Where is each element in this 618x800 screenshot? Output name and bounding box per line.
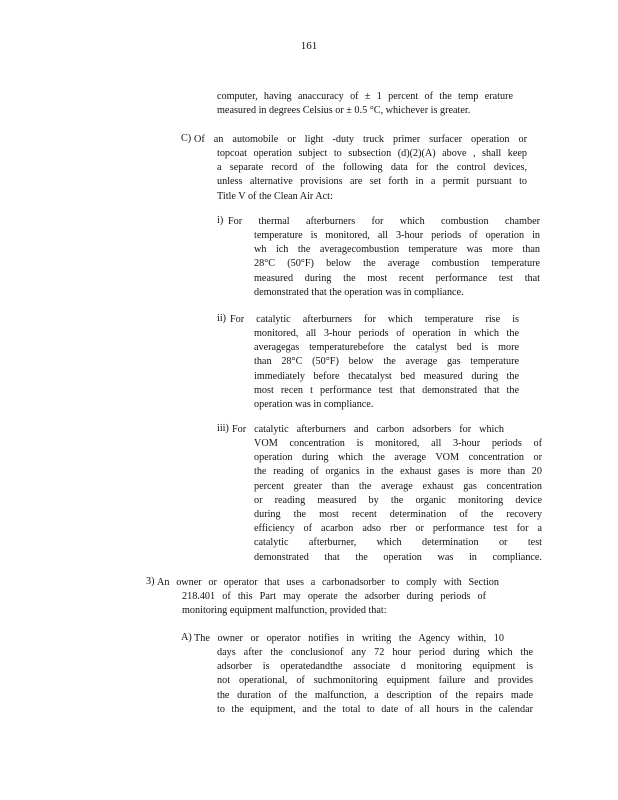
- text-line: or reading measured by the organic monitoring device: [254, 494, 542, 506]
- text-line: days after the conclusionof any 72 hour period during which the: [217, 647, 533, 658]
- text-line: wh ich the averagecombustion temperature was more than: [254, 244, 540, 256]
- text-line: the reading of organics in the exhaust gases is more than 20: [254, 466, 542, 478]
- item-a-paragraph-cont: [217, 646, 533, 717]
- text-line: An owner or operator that uses a carbonadsorber to comply with Section: [157, 577, 499, 588]
- text-line: the duration of the malfunction, a description of the repairs made: [217, 689, 533, 701]
- text-line: adsorber is operatedandthe associate d monitoring equipment is: [217, 661, 533, 673]
- item-ii-paragraph: [230, 313, 519, 327]
- item-label-a: A): [181, 632, 192, 643]
- text-line: 28°C (50°F) below the average combustion temperature: [254, 258, 540, 270]
- text-line: most recen t performance test that demonstrated that the: [254, 384, 519, 396]
- text-line: catalytic afterburner, which determination or test: [254, 537, 542, 549]
- text-line: operation was in compliance.: [254, 399, 374, 411]
- item-ii-paragraph-cont: [254, 327, 519, 412]
- item-iii-paragraph: [232, 423, 504, 437]
- text-line: monitored, all 3-hour periods of operation in which the: [254, 328, 519, 339]
- text-line: not operational, of suchmonitoring equipment failure and provides: [217, 675, 533, 687]
- text-line: demonstrated that the operation was in compliance.: [254, 551, 542, 563]
- text-line: unless alternative provisions are set forth in a permit pursuant to: [217, 176, 527, 188]
- text-line: efficiency of acarbon adso rber or performance test for a: [254, 523, 542, 535]
- item-3-paragraph-cont: [182, 590, 486, 618]
- item-label-i: i): [217, 215, 224, 226]
- text-line: Title V of the Clean Air Act:: [217, 190, 333, 202]
- text-line: during the most recent determination of the recovery: [254, 509, 542, 521]
- item-label-c: C): [181, 133, 192, 144]
- item-c-paragraph: [194, 133, 527, 147]
- text-line: demonstrated that the operation was in compliance.: [254, 286, 464, 298]
- item-i-paragraph-cont: [254, 229, 540, 300]
- text-line: operation during which the average VOM concentration or: [254, 452, 542, 464]
- text-line: monitoring equipment malfunction, provided that:: [182, 605, 387, 617]
- item-c-paragraph-cont: [217, 147, 527, 204]
- continuation-paragraph: [217, 90, 513, 118]
- text-line: computer, having anaccuracy of ± 1 percent of the temp erature: [217, 91, 513, 102]
- text-line: averagegas temperaturebefore the catalyst bed is more: [254, 342, 519, 354]
- text-line: The owner or operator notifies in writing the Agency within, 10: [194, 633, 504, 644]
- item-iii-paragraph-cont: [254, 437, 542, 565]
- text-line: topcoat operation subject to subsection (d)(2)(A) above , shall keep: [217, 148, 527, 159]
- item-label-ii: ii): [217, 313, 227, 324]
- text-line: than 28°C (50°F) below the average gas temperature: [254, 356, 519, 368]
- item-label-3: 3): [146, 576, 155, 587]
- text-line: to the equipment, and the total to date of all hours in the calendar: [217, 703, 533, 715]
- item-3-paragraph: [157, 576, 499, 590]
- item-i-paragraph: [228, 215, 540, 229]
- text-line: For catalytic afterburners for which temperature rise is: [230, 314, 519, 325]
- text-line: VOM concentration is monitored, all 3-hour periods of: [254, 438, 542, 449]
- text-line: immediately before thecatalyst bed measured during the: [254, 370, 519, 382]
- text-line: Of an automobile or light -duty truck primer surfacer operation or: [194, 134, 527, 145]
- item-a-paragraph: [194, 632, 504, 646]
- text-line: measured in degrees Celsius or ± 0.5 °C, whichever is greater.: [217, 105, 471, 117]
- text-line: For thermal afterburners for which combustion chamber: [228, 216, 540, 227]
- text-line: measured during the most recent performance test that: [254, 272, 540, 284]
- item-label-iii: iii): [217, 423, 229, 434]
- text-line: temperature is monitored, all 3-hour periods of operation in: [254, 230, 540, 241]
- text-line: For catalytic afterburners and carbon adsorbers for which: [232, 424, 504, 435]
- text-line: a separate record of the following data for the control devices,: [217, 162, 527, 174]
- page-number: 161: [300, 40, 318, 52]
- text-line: percent greater than the average exhaust gas concentration: [254, 480, 542, 492]
- text-line: 218.401 of this Part may operate the adsorber during periods of: [182, 591, 486, 602]
